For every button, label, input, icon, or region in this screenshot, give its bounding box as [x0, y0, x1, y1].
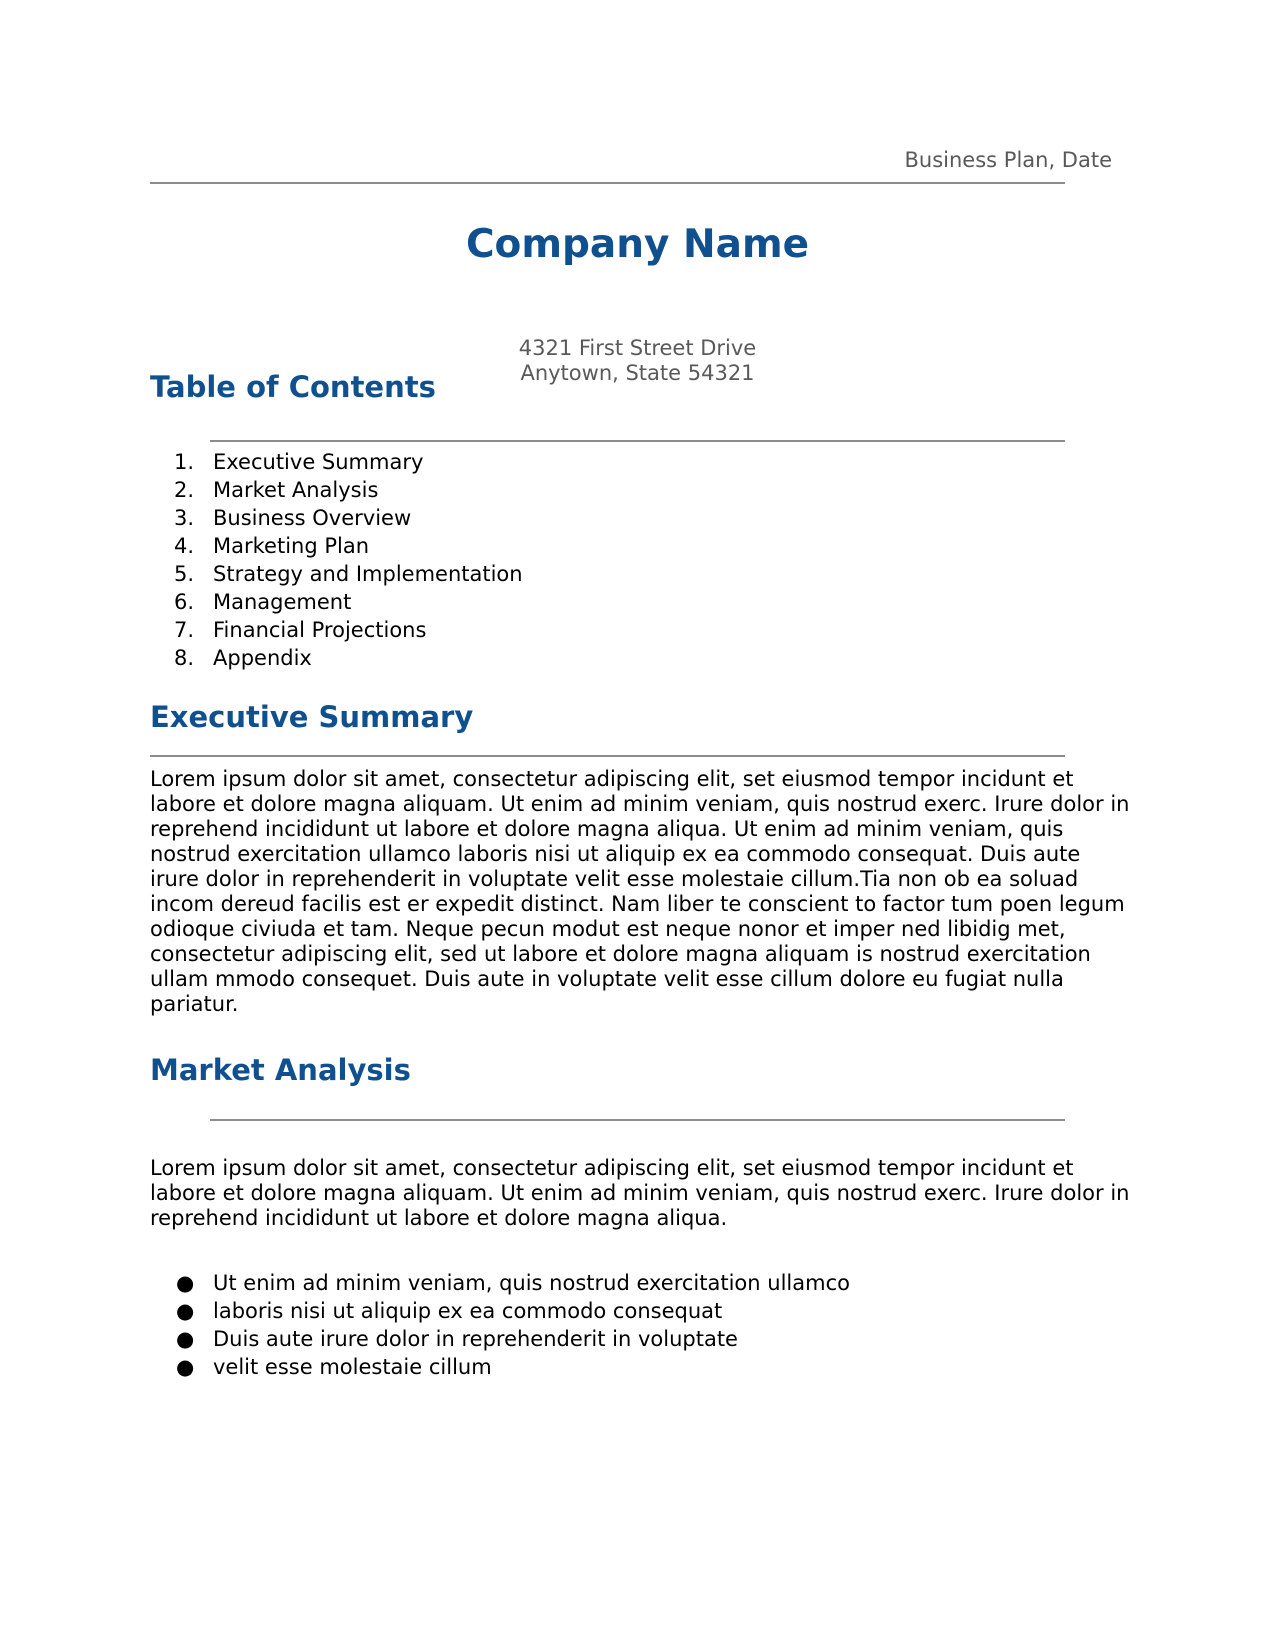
list-item — [150, 1353, 850, 1381]
toc-item — [150, 504, 523, 532]
toc-item-number: 6. — [174, 590, 195, 614]
list-item — [150, 1297, 850, 1325]
toc-item-number: 3. — [174, 506, 195, 530]
toc-item-number: 8. — [174, 646, 195, 670]
toc-item — [150, 532, 523, 560]
toc-rule — [210, 440, 1065, 442]
bullet-icon: ● — [176, 1355, 195, 1379]
list-item-text: velit esse molestaie cillum — [213, 1355, 492, 1379]
toc-item-label: Marketing Plan — [213, 534, 370, 558]
bullet-icon: ● — [176, 1271, 195, 1295]
list-item — [150, 1269, 850, 1297]
toc-item-label: Market Analysis — [213, 478, 379, 502]
toc-item-label: Executive Summary — [213, 450, 424, 474]
market-analysis-bullets — [150, 1269, 850, 1381]
toc-item-number: 2. — [174, 478, 195, 502]
bullet-icon: ● — [176, 1327, 195, 1351]
toc-item — [150, 448, 523, 476]
list-item-text: Duis aute irure dolor in reprehenderit in voluptate — [213, 1327, 738, 1351]
running-header: Business Plan, Date — [904, 148, 1112, 172]
list-item — [150, 1325, 850, 1353]
toc-item-label: Strategy and Implementation — [213, 562, 523, 586]
toc-item-number: 4. — [174, 534, 195, 558]
toc-item — [150, 616, 523, 644]
toc-item-number: 7. — [174, 618, 195, 642]
list-item-text: laboris nisi ut aliquip ex ea commodo consequat — [213, 1299, 723, 1323]
address-line-2: Anytown, State 54321 — [520, 361, 755, 385]
address-line-1: 4321 First Street Drive — [518, 336, 757, 360]
company-name: Company Name — [465, 222, 810, 267]
toc-heading: Table of Contents — [150, 370, 436, 404]
toc-item-label: Business Overview — [213, 506, 412, 530]
toc-item-number: 5. — [174, 562, 195, 586]
toc-item-number: 1. — [174, 450, 195, 474]
header-rule — [150, 182, 1065, 184]
toc-item — [150, 644, 523, 672]
bullet-icon: ● — [176, 1299, 195, 1323]
toc-list — [150, 448, 523, 672]
market-analysis-rule — [210, 1119, 1065, 1121]
toc-item — [150, 588, 523, 616]
toc-item — [150, 476, 523, 504]
list-item-text: Ut enim ad minim veniam, quis nostrud exercitation ullamco — [213, 1271, 850, 1295]
toc-item-label: Management — [213, 590, 352, 614]
toc-item-label: Appendix — [213, 646, 312, 670]
executive-summary-rule — [150, 755, 1065, 757]
market-analysis-body: Lorem ipsum dolor sit amet, consectetur adipiscing elit, set eiusmod tempor incidunt et labore et dolore magna aliquam. Ut enim ad minim veniam, quis nostrud exerc. Irure dolor in reprehend incididunt ut labore et dolore magna aliqua. — [150, 1156, 1130, 1230]
toc-item-label: Financial Projections — [213, 618, 427, 642]
toc-item — [150, 560, 523, 588]
executive-summary-body: Lorem ipsum dolor sit amet, consectetur adipiscing elit, set eiusmod tempor incidunt et labore et dolore magna aliquam. Ut enim ad minim veniam, quis nostrud exerc. Irure dolor in reprehend incididunt ut labore et dolore magna aliqua. Ut enim ad minim veniam, quis nostrud exercitation ullamco laboris nisi ut aliquip ex ea commodo consequat. Duis aute irure dolor in reprehenderit in voluptate velit esse molestaie cillum.Tia non ob ea soluad incom dereud facilis est er expedit distinct. Nam liber te conscient to factor tum poen legum odioque civiuda et tam. Neque pecun modut est neque nonor et imper ned libidig met, consectetur adipiscing elit, sed ut labore et dolore magna aliquam is nostrud exercitation ullam mmodo consequet. Duis aute in voluptate velit esse cillum dolore eu fugiat nulla pariatur. — [150, 767, 1130, 1016]
executive-summary-heading: Executive Summary — [150, 700, 474, 734]
market-analysis-heading: Market Analysis — [150, 1053, 411, 1087]
